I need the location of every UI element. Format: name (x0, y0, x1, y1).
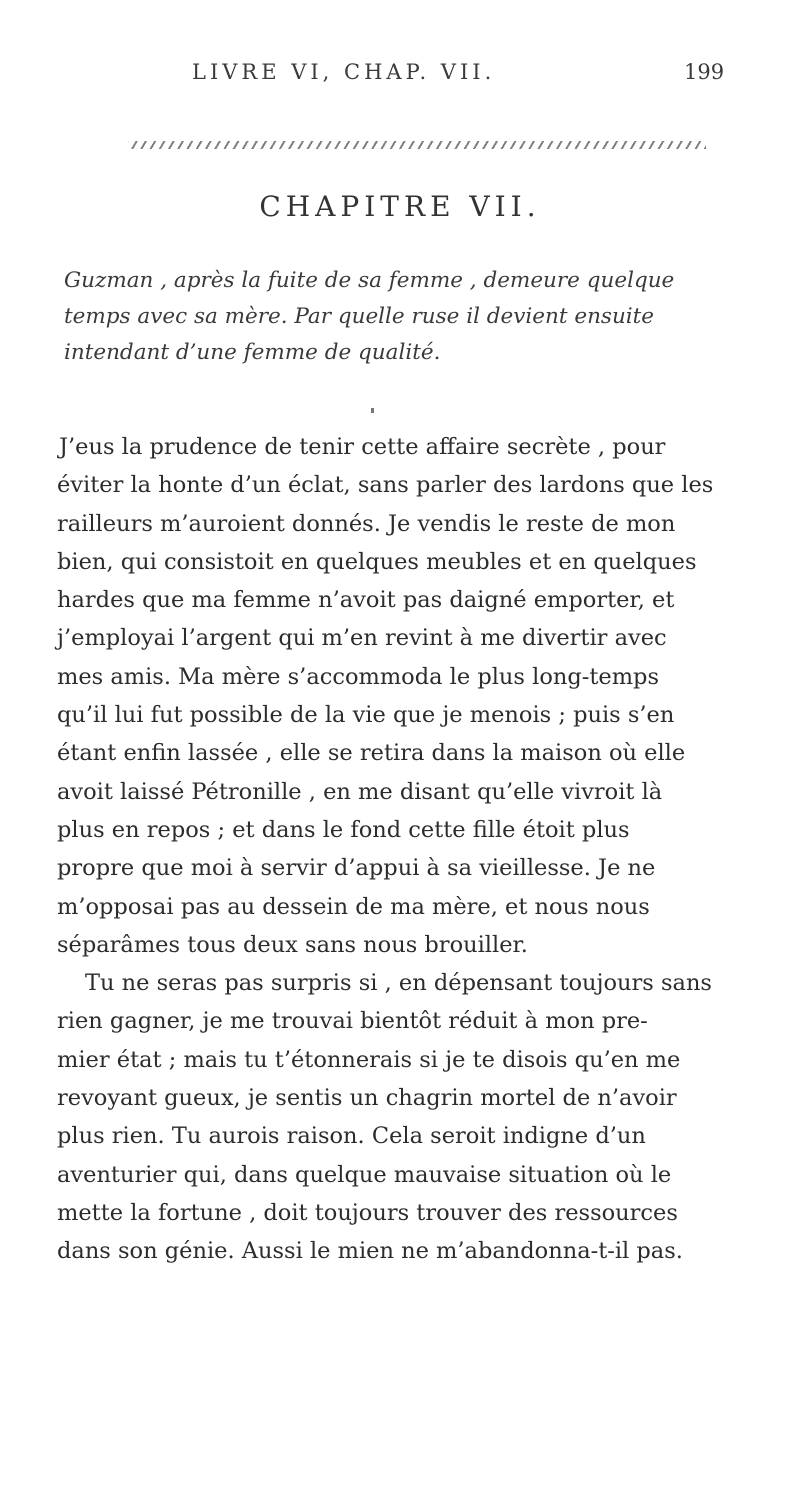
chapter-title: CHAPITRE VII. (259, 190, 541, 223)
page-number: 199 (684, 60, 725, 84)
paragraph-line: m’opposai pas au dessein de ma mère, et nous nous (57, 893, 650, 920)
paragraph-line: mier état ; mais tu t’étonnerais si je te disois qu’en me (57, 1046, 681, 1073)
summary-line: Guzman , après la fuite de sa femme , demeure quelque (64, 268, 675, 293)
body-text (57, 428, 757, 1271)
paragraph-line: propre que moi à servir d’appui à sa vieillesse. Je ne (57, 855, 656, 882)
paragraph-line: dans son génie. Aussi le mien ne m’abandonna-t-il pas. (57, 1238, 683, 1265)
paragraph-line: Tu ne seras pas surpris si , en dépensant toujours sans (85, 970, 712, 997)
paragraph-line: railleurs m’auroient donnés. Je vendis le reste de mon (57, 510, 676, 537)
running-head-title: LIVRE VI, CHAP. VII. (192, 60, 496, 84)
paragraph-line: avoit laissé Pétronille , en me disant qu’elle vivroit là (57, 778, 663, 805)
paragraph-line: plus en repos ; et dans le fond cette fille étoit plus (57, 816, 630, 843)
paragraph-line: hardes que ma femme n’avoit pas daigné emporter, et (57, 587, 675, 614)
paragraph-line: rien gagner, je me trouvai bientôt réduit à mon pre- (57, 1008, 648, 1035)
paragraph-line: étant enfin lassée , elle se retira dans la maison où elle (57, 740, 686, 767)
summary-line: temps avec sa mère. Par quelle ruse il devient ensuite (64, 304, 655, 329)
paragraph-line: j’employai l’argent qui m’en revint à me divertir avec (57, 625, 667, 652)
paragraph-line: qu’il lui fut possible de la vie que je menois ; puis s’en (57, 702, 675, 729)
running-head (0, 60, 800, 90)
summary-line: intendant d’une femme de qualité. (64, 340, 441, 365)
decorative-rule (128, 141, 706, 149)
paragraph-line: aventurier qui, dans quelque mauvaise situation où le (57, 1161, 672, 1188)
paragraph-line: bien, qui consistoit en quelques meubles et en quelques (57, 548, 697, 575)
chapter-summary (64, 263, 754, 371)
stray-mark (371, 408, 374, 413)
paragraph-line: revoyant gueux, je sentis un chagrin mortel de n’avoir (57, 1085, 677, 1112)
paragraph-line: mes amis. Ma mère s’accommoda le plus long-temps (57, 663, 660, 690)
paragraph-line: séparâmes tous deux sans nous brouiller. (57, 931, 528, 958)
paragraph-line: mette la fortune , doit toujours trouver des ressources (57, 1199, 678, 1226)
paragraph-line: plus rien. Tu aurois raison. Cela seroit indigne d’un (57, 1123, 646, 1150)
paragraph-line: éviter la honte d’un éclat, sans parler des lardons que les (57, 472, 714, 499)
paragraph-line: J’eus la prudence de tenir cette affaire secrète , pour (59, 434, 666, 460)
